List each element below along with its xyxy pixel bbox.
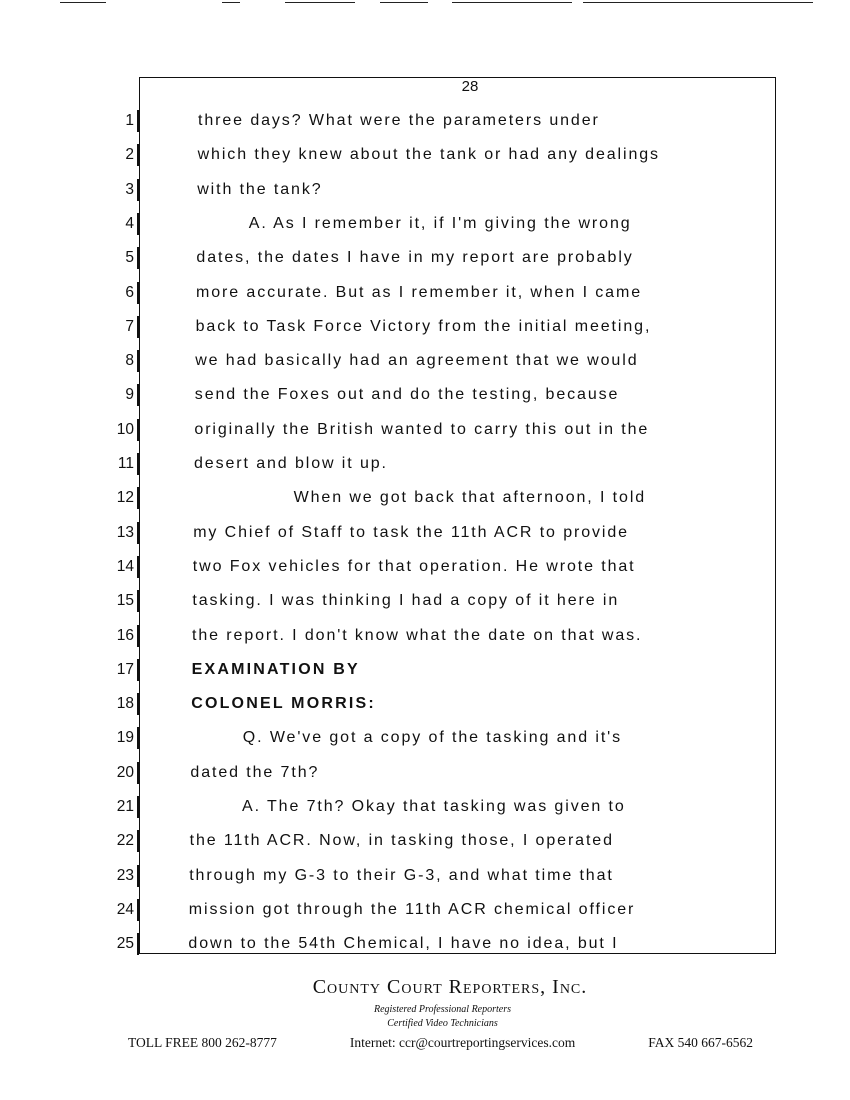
line-number-tick [137, 625, 139, 647]
transcript-line: my Chief of Staff to task the 11th ACR to provide [193, 523, 629, 541]
transcript-line: A. The 7th? Okay that tasking was given to [242, 798, 626, 815]
transcript-line: When we got back that afternoon, I told [293, 489, 647, 507]
footer-subtitle-reporters: Registered Professional Reporters [373, 1004, 512, 1015]
line-number-tick [137, 384, 139, 406]
footer-subtitle-video: Certified Video Technicians [387, 1018, 498, 1029]
line-number-tick [137, 282, 139, 304]
transcript-line: mission got through the 11th ACR chemical officer [188, 900, 636, 918]
line-number-tick [137, 796, 139, 818]
footer-contact [128, 1035, 753, 1051]
line-number: 2 [125, 146, 134, 164]
transcript-line: dated the 7th? [190, 763, 320, 781]
transcript-line: three days? What were the parameters under [198, 112, 600, 129]
line-number: 8 [125, 352, 134, 370]
top-rule [452, 2, 572, 3]
line-number-tick [137, 350, 139, 372]
transcript-line: two Fox vehicles for that operation. He wrote that [192, 557, 636, 575]
line-number: 21 [116, 798, 134, 815]
line-number: 6 [125, 283, 134, 301]
line-number: 15 [116, 592, 134, 610]
line-number-tick [137, 865, 139, 887]
footer-toll-free: TOLL FREE 800 262-8777 [128, 1035, 277, 1050]
line-number-tick [137, 453, 139, 475]
footer-fax: FAX 540 667-6562 [648, 1035, 753, 1050]
line-number: 1 [125, 112, 134, 129]
line-number: 23 [116, 866, 134, 884]
line-number-tick [137, 590, 139, 612]
transcript-line: send the Foxes out and do the testing, because [194, 386, 620, 404]
transcript-frame [139, 77, 776, 954]
line-number: 17 [116, 660, 134, 678]
line-number: 7 [125, 317, 134, 335]
line-number-tick [137, 179, 139, 201]
page-number: 28 [461, 78, 479, 95]
line-number-tick [137, 659, 139, 681]
line-number: 3 [125, 180, 134, 198]
top-rule [222, 2, 240, 3]
line-number-tick [137, 247, 139, 269]
transcript-line: which they knew about the tank or had any dealings [197, 146, 660, 164]
line-number: 25 [116, 935, 134, 953]
line-number: 5 [125, 249, 134, 267]
transcript-line: the 11th ACR. Now, in tasking those, I operated [189, 832, 614, 850]
transcript-line: A. As I remember it, if I'm giving the wrong [248, 214, 632, 232]
transcript-line: tasking. I was thinking I had a copy of it here in [192, 592, 620, 610]
line-number: 24 [116, 900, 134, 918]
line-number: 12 [116, 489, 134, 507]
line-number-tick [137, 213, 139, 235]
line-number-tick [137, 830, 139, 852]
transcript-line: dates, the dates I have in my report are probably [196, 249, 634, 267]
line-number: 14 [116, 557, 134, 575]
line-number: 4 [125, 214, 134, 232]
transcript-line: back to Task Force Victory from the initial meeting, [195, 317, 652, 335]
top-rule [583, 2, 813, 3]
line-number-tick [137, 487, 139, 509]
footer-company: County Court Reporters, Inc. [312, 976, 588, 998]
line-number-tick [137, 556, 139, 578]
transcript-line: we had basically had an agreement that we would [195, 352, 639, 370]
line-number-tick [137, 899, 139, 921]
transcript-line: with the tank? [197, 180, 323, 198]
line-number: 13 [116, 523, 134, 541]
line-number: 10 [116, 420, 134, 438]
line-number-tick [137, 144, 139, 166]
line-number-tick [137, 933, 139, 955]
line-number: 22 [116, 832, 134, 850]
line-number: 19 [116, 729, 134, 747]
examination-heading: COLONEL MORRIS: [191, 695, 376, 713]
top-rule [380, 2, 428, 3]
line-number: 11 [117, 455, 134, 472]
line-number-tick [137, 727, 139, 749]
transcript-line: through my G-3 to their G-3, and what time that [189, 866, 614, 884]
line-number: 18 [116, 695, 134, 713]
transcript-line: originally the British wanted to carry this out in the [194, 420, 650, 438]
line-number-tick [137, 762, 139, 784]
line-number-tick [137, 419, 139, 441]
transcript-line: the report. I don't know what the date on that was. [192, 626, 643, 644]
transcript-line: down to the 54th Chemical, I have no idea, but I [188, 935, 619, 953]
line-number: 16 [116, 626, 134, 644]
examination-heading: EXAMINATION BY [191, 660, 360, 678]
transcript-line: desert and blow it up. [194, 455, 388, 472]
line-number-tick [137, 522, 139, 544]
line-number: 20 [116, 763, 134, 781]
line-number: 9 [125, 386, 134, 404]
line-number-tick [137, 316, 139, 338]
top-rule [285, 2, 355, 3]
top-rule [60, 2, 106, 3]
line-number-tick [137, 110, 139, 132]
transcript-line: Q. We've got a copy of the tasking and it's [242, 729, 623, 747]
line-number-tick [137, 693, 139, 715]
footer-internet: Internet: ccr@courtreportingservices.com [349, 1035, 576, 1050]
transcript-line: more accurate. But as I remember it, when I came [196, 283, 643, 301]
